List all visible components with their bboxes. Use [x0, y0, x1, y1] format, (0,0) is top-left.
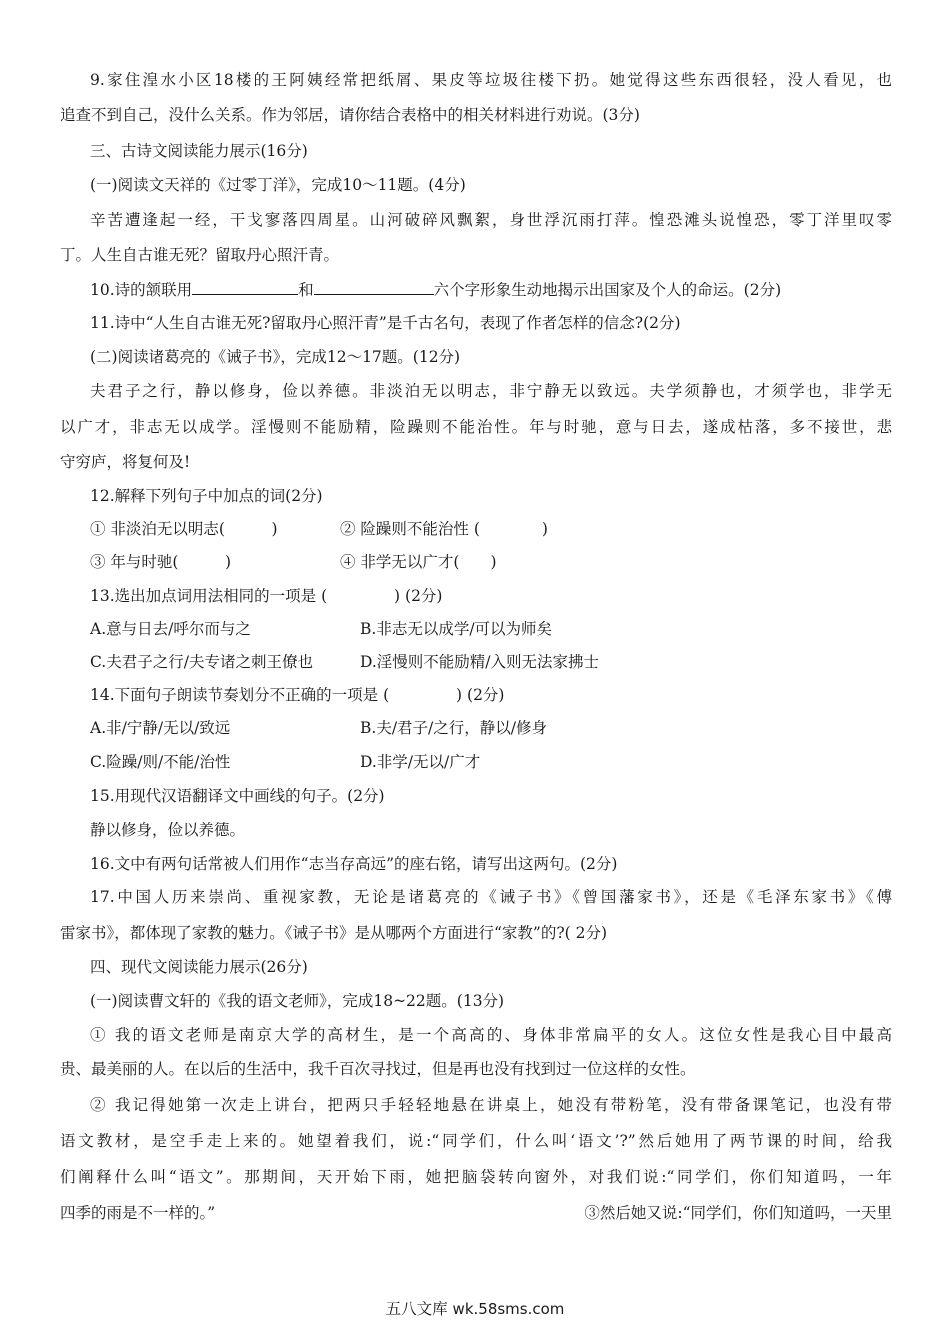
footer-site-name: 五八文库 [385, 1300, 448, 1318]
footer-url[interactable]: wk.58sms.com [452, 1300, 565, 1318]
section-4-title: 四、现代文阅读能力展示(26分) [90, 958, 308, 976]
question-14-row-1 [90, 717, 892, 739]
passage-p3-start: ③然后她又说:“同学们，你们知道吗，一天里 [584, 1204, 892, 1222]
question-11: 11.诗中“人生自古谁无死?留取丹心照汗青”是千古名句，表现了作者怎样的信念?(2分) [90, 314, 681, 332]
section-3-part-1-title: (一)阅读文天祥的《过零丁洋》，完成10～11题。(4分) [90, 176, 466, 194]
question-12-row-2 [90, 551, 892, 573]
passage-p2-line-1: ② 我记得她第一次走上讲台，把两只手轻轻地悬在讲桌上，她没有带粉笔，没有带备课笔记，也没有带 [90, 1096, 892, 1114]
question-15: 15.用现代汉语翻译文中画线的句子。(2分) [90, 787, 385, 805]
question-9-line-1: 9.家住湟水小区18楼的王阿姨经常把纸屑、果皮等垃圾往楼下扔。她觉得这些东西很轻，没人看见，也 [90, 71, 892, 89]
question-10-conjunction: 和 [298, 281, 314, 299]
question-14-option-d: D.非学/无以/广才 [360, 753, 481, 771]
section-3-part-2-title: (二)阅读诸葛亮的《诫子书》，完成12～17题。(12分) [90, 348, 461, 366]
question-12-row-1 [90, 518, 892, 540]
question-13-option-c: C.夫君子之行/夫专诸之刺王僚也 [90, 653, 313, 671]
passage-p2-line-3: 们阐释什么叫“语文”。那期间，天开始下雨，她把脑袋转向窗外，对我们说:“同学们，你们知道吗，一年 [60, 1168, 892, 1186]
classical-text-line-3: 守穷庐，将复何及! [60, 453, 191, 471]
question-9-line-2: 追查不到自己，没什么关系。作为邻居，请你结合表格中的相关材料进行劝说。(3分) [60, 106, 640, 124]
poem-line-1: 辛苦遭逢起一经，干戈寥落四周星。山河破碎风飘絮，身世浮沉雨打萍。惶恐滩头说惶恐，零丁洋里叹零 [90, 211, 892, 229]
question-12-item-1: ① 非淡泊无以明志( ) [90, 520, 278, 538]
classical-text-line-2: 以广才，非志无以成学。淫慢则不能励精，险躁则不能治性。年与时驰，意与日去，遂成枯落，多不接世，悲 [60, 418, 892, 436]
question-13-option-d: D.淫慢则不能励精/入则无法家拂士 [360, 653, 600, 671]
question-12-item-3: ③ 年与时驰( ) [90, 553, 232, 571]
passage-p2-end: 四季的雨是不一样的。” [60, 1204, 216, 1222]
question-13-option-b: B.非志无以成学/可以为师矣 [360, 620, 553, 638]
answer-blank-2[interactable] [314, 278, 434, 295]
question-13-option-a: A.意与日去/呼尔而与之 [90, 620, 251, 638]
question-13-row-1 [90, 618, 892, 640]
question-17-line-1: 17.中国人历来崇尚、重视家教，无论是诸葛亮的《诫子书》《曾国藩家书》，还是《毛泽东家书》《傅 [90, 888, 892, 906]
question-12-item-4: ④ 非学无以广才( ) [340, 553, 497, 571]
passage-p2-line-4 [60, 1202, 892, 1224]
question-17-line-2: 雷家书》，都体现了家教的魅力。《诫子书》是从哪两个方面进行“家教”的?( 2分) [60, 924, 608, 942]
poem-line-2: 丁。人生自古谁无死？留取丹心照汗青。 [60, 246, 340, 264]
question-12: 12.解释下列句子中加点的词(2分) [90, 487, 323, 505]
passage-p1-line-1: ① 我的语文老师是南京大学的高材生，是一个高高的、身体非常扁平的女人。这位女性是我心目中最高 [90, 1026, 892, 1044]
passage-p2-line-2: 语文教材，是空手走上来的。她望着我们，说:“同学们，什么叫‘语文’?”然后她用了两节课的时间，给我 [60, 1132, 892, 1150]
section-3-title: 三、古诗文阅读能力展示(16分) [90, 142, 308, 160]
question-10-prefix: 10.诗的颔联用 [90, 281, 193, 299]
question-14-option-c: C.险躁/则/不能/治性 [90, 753, 231, 771]
question-14-option-b: B.夫/君子/之行，静以/修身 [360, 719, 547, 737]
question-10-suffix: 六个字形象生动地揭示出国家及个人的命运。(2分) [433, 281, 782, 299]
question-15-sentence: 静以修身，俭以养德。 [90, 821, 246, 839]
section-4-part-1-title: (一)阅读曹文轩的《我的语文老师》，完成18~22题。(13分) [90, 992, 505, 1010]
question-14: 14.下面句子朗读节奏划分不正确的一项是 ( ) (2分) [90, 686, 505, 704]
question-14-row-2 [90, 751, 892, 773]
classical-text-line-1: 夫君子之行，静以修身，俭以养德。非淡泊无以明志，非宁静无以致远。夫学须静也，才须学也，非学无 [90, 382, 892, 400]
answer-blank-1[interactable] [192, 278, 298, 295]
question-13: 13.选出加点词用法相同的一项是 ( ) (2分) [90, 587, 443, 605]
question-12-item-2: ② 险躁则不能治性 ( ) [340, 520, 548, 538]
question-16: 16.文中有两句话常被人们用作“志当存高远”的座右铭，请写出这两句。(2分) [90, 855, 618, 873]
question-13-row-2 [90, 651, 892, 673]
question-10 [90, 278, 892, 301]
passage-p1-line-2: 贵、最美丽的人。在以后的生活中，我千百次寻找过，但是再也没有找到过一位这样的女性。 [60, 1060, 696, 1078]
question-14-option-a: A.非/宁静/无以/致远 [90, 719, 231, 737]
footer-watermark [0, 1298, 950, 1320]
